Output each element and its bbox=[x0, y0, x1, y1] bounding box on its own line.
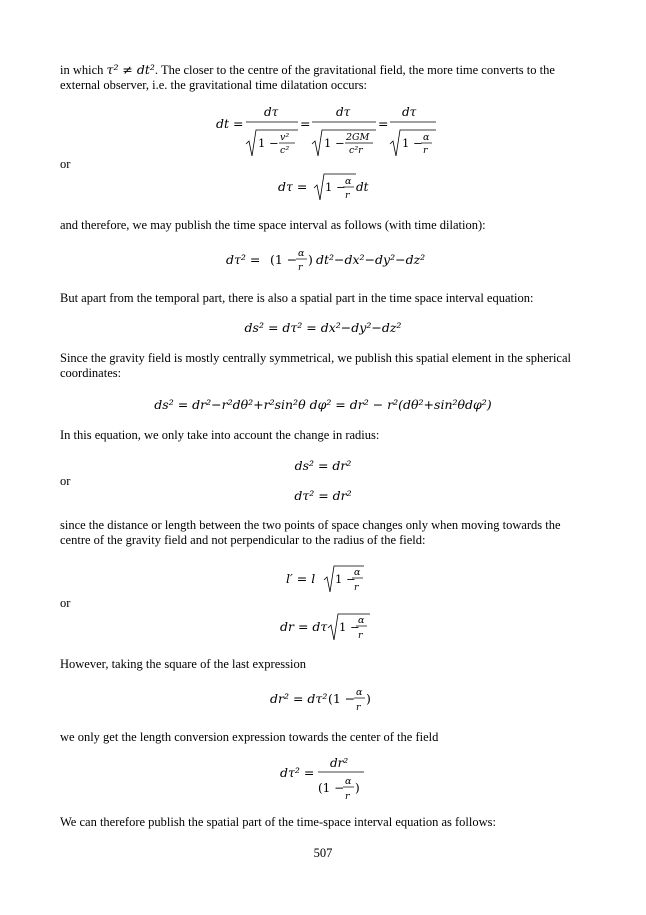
eq1-frac2-numerator: dτ bbox=[336, 105, 351, 119]
eq10-paren-close: ) bbox=[366, 691, 371, 706]
equation-length-contraction bbox=[276, 560, 386, 598]
eq9-one-minus: 1 − bbox=[339, 620, 360, 634]
eq3-lhs: dτ² = bbox=[226, 252, 261, 267]
eq3-rest: dt²−dx²−dy²−dz² bbox=[316, 252, 426, 267]
eq2-lhs: dτ = bbox=[278, 179, 308, 194]
eq1-equals-2: = bbox=[378, 116, 389, 131]
eq1-alpha: α bbox=[423, 132, 430, 143]
paragraph-1-prefix: in which bbox=[60, 63, 107, 77]
eq1-frac1-numerator: dτ bbox=[264, 105, 279, 119]
paragraph-8: we only get the length conversion expression towards the center of the field bbox=[60, 730, 439, 744]
eq9-lhs: dr = dτ bbox=[280, 619, 328, 634]
equation-dtau-dr: dτ² = dr² bbox=[294, 488, 352, 503]
eq10-lhs: dr² = dτ² bbox=[270, 691, 328, 706]
paragraph-1 bbox=[60, 62, 590, 93]
eq11-lhs: dτ² = bbox=[280, 765, 315, 780]
eq10-alpha: α bbox=[356, 687, 363, 698]
eq11-r: r bbox=[345, 791, 350, 802]
eq1-c-squared: c² bbox=[280, 145, 290, 156]
page-number: 507 bbox=[313, 846, 333, 860]
paragraph-3: But apart from the temporal part, there is also a spatial part in the time space interval equation: bbox=[60, 291, 534, 305]
eq3-alpha: α bbox=[298, 248, 305, 259]
eq8-lhs: l′ = l bbox=[286, 571, 316, 586]
paragraph-1-suffix: . The closer to the centre of the gravitational field, the more time converts to the external observer, i.e. the gravitational time dilatation occurs: bbox=[60, 63, 555, 92]
eq1-frac3-one-minus: 1 − bbox=[402, 136, 423, 150]
equation-dr-dtau bbox=[272, 606, 392, 644]
eq10-paren-open: (1 − bbox=[328, 691, 356, 706]
eq2-dt: dt bbox=[356, 180, 369, 194]
eq1-equals-1: = bbox=[300, 116, 311, 131]
eq3-paren-close: ) bbox=[308, 252, 313, 267]
equation-spatial-interval: ds² = dτ² = dx²−dy²−dz² bbox=[244, 320, 402, 335]
paragraph-9: We can therefore publish the spatial part of the time-space interval equation as follows: bbox=[60, 815, 496, 829]
equation-interval-with-dilation bbox=[220, 243, 440, 277]
eq11-numerator: dr² bbox=[330, 756, 349, 770]
eq9-r: r bbox=[358, 630, 363, 641]
paragraph-6: since the distance or length between the two points of space changes only when moving towards the centre of the gravity field and not perpendicular to the radius of the field: bbox=[60, 518, 561, 547]
connector-or-3: or bbox=[60, 596, 71, 610]
eq2-one-minus: 1 − bbox=[325, 180, 346, 194]
eq10-r: r bbox=[356, 702, 361, 713]
eq1-frac2-one-minus: 1 − bbox=[324, 136, 345, 150]
eq8-one-minus: 1 − bbox=[335, 572, 356, 586]
eq11-alpha: α bbox=[345, 776, 352, 787]
eq11-paren-open: (1 − bbox=[318, 781, 345, 795]
eq1-lhs: dt = bbox=[216, 116, 244, 131]
eq8-alpha: α bbox=[354, 567, 361, 578]
equation-length-conversion bbox=[272, 752, 382, 804]
eq1-frac3-numerator: dτ bbox=[402, 105, 417, 119]
eq3-paren-open: (1 − bbox=[270, 252, 298, 267]
eq2-r: r bbox=[345, 190, 350, 201]
equation-ds-dr: ds² = dr² bbox=[294, 458, 352, 473]
connector-or-2: or bbox=[60, 474, 71, 488]
equation-dtau bbox=[270, 170, 390, 206]
eq1-c-squared-r: c²r bbox=[349, 145, 363, 156]
equation-dr-squared bbox=[262, 680, 392, 716]
inline-math-tau-neq-dt: τ² ≠ dt² bbox=[106, 62, 155, 77]
equation-spherical-coordinates: ds² = dr²−r²dθ²+r²sin²θ dφ² = dr² − r²(dθ²+sin²θdφ²) bbox=[154, 397, 492, 412]
eq1-r: r bbox=[423, 145, 428, 156]
equation-time-dilation-dt bbox=[200, 100, 460, 162]
paragraph-7: However, taking the square of the last expression bbox=[60, 657, 306, 671]
paragraph-4: Since the gravity field is mostly centrally symmetrical, we publish this spatial element in the spherical coordinates: bbox=[60, 351, 571, 380]
eq9-alpha: α bbox=[358, 615, 365, 626]
eq1-frac1-one-minus: 1 − bbox=[258, 136, 279, 150]
eq8-r: r bbox=[354, 582, 359, 593]
eq1-v-squared: v² bbox=[280, 132, 290, 143]
eq2-alpha: α bbox=[345, 176, 352, 187]
paragraph-5: In this equation, we only take into account the change in radius: bbox=[60, 428, 380, 442]
eq11-paren-close: ) bbox=[355, 781, 360, 795]
connector-or-1: or bbox=[60, 157, 71, 171]
paragraph-2: and therefore, we may publish the time space interval as follows (with time dilation): bbox=[60, 218, 486, 232]
eq3-r: r bbox=[298, 262, 303, 273]
eq1-two-gm: 2GM bbox=[346, 132, 370, 143]
